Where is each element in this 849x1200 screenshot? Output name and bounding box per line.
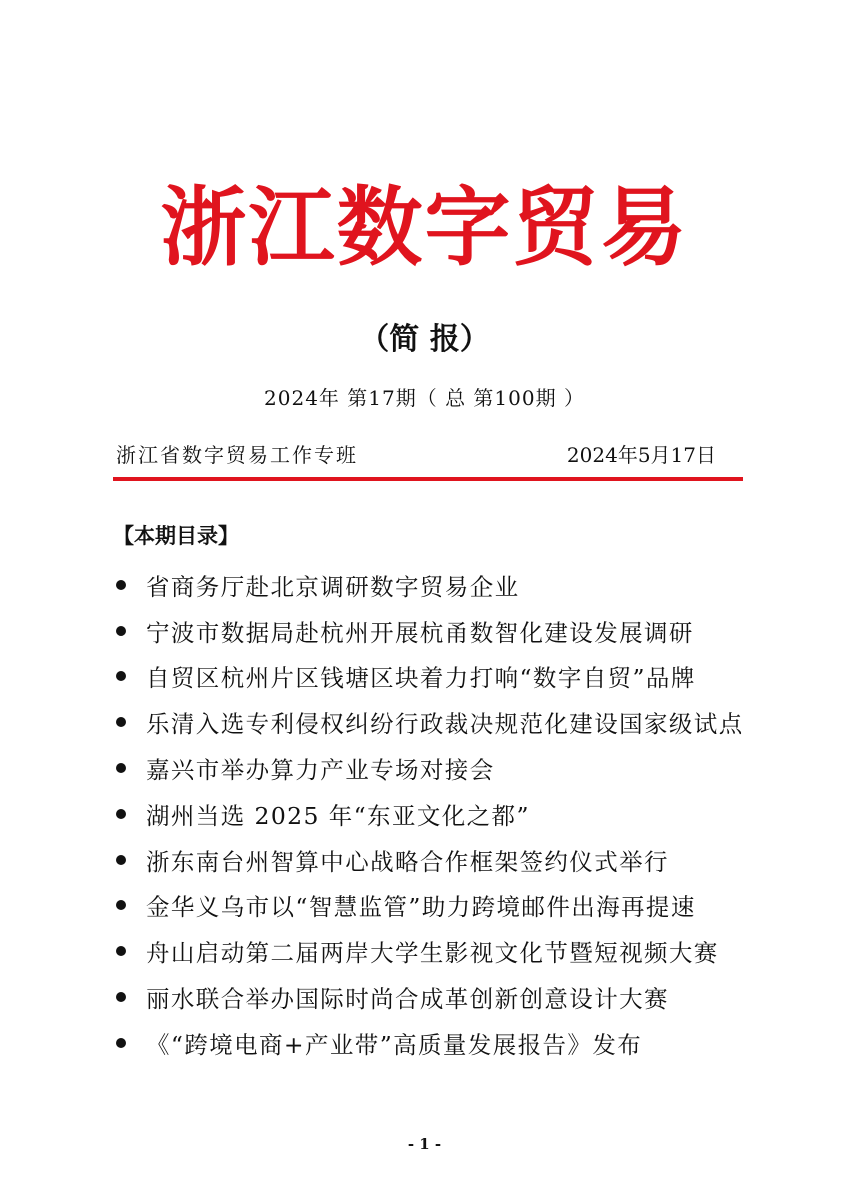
page-number: - 1 -	[407, 1135, 442, 1153]
publisher-organization: 浙江省数字贸易工作专班	[116, 443, 358, 467]
toc-item[interactable]	[113, 654, 773, 700]
toc-item-text: 嘉兴市举办算力产业专场对接会	[146, 756, 495, 785]
bullet-icon	[116, 946, 126, 956]
toc-item[interactable]	[113, 608, 773, 654]
masthead-title: 浙江数字贸易	[160, 178, 689, 278]
toc-item[interactable]	[113, 1020, 773, 1066]
toc-item[interactable]	[113, 745, 773, 791]
bullet-icon	[116, 900, 126, 910]
toc-heading: 【本期目录】	[113, 524, 239, 548]
red-divider-rule	[113, 477, 743, 481]
bullet-icon	[116, 580, 126, 590]
bullet-icon	[116, 992, 126, 1002]
toc-item-text: 乐清入选专利侵权纠纷行政裁决规范化建设国家级试点	[146, 710, 744, 739]
bullet-icon	[116, 626, 126, 636]
issue-number: 2024年 第17期（ 总 第100期 ）	[264, 386, 585, 410]
toc-item[interactable]	[113, 562, 773, 608]
toc-item-text: 丽水联合举办国际时尚合成革创新创意设计大赛	[146, 985, 669, 1014]
toc-item[interactable]	[113, 974, 773, 1020]
publish-date: 2024年5月17日	[566, 443, 716, 467]
toc-item-text: 金华义乌市以“智慧监管”助力跨境邮件出海再提速	[146, 893, 696, 922]
table-of-contents	[113, 562, 773, 1066]
toc-item-text: 《“跨境电商+产业带”高质量发展报告》发布	[146, 1030, 643, 1059]
toc-item-text: 浙东南台州智算中心战略合作框架签约仪式举行	[146, 847, 669, 876]
toc-item-text: 自贸区杭州片区钱塘区块着力打响“数字自贸”品牌	[146, 664, 696, 693]
bullet-icon	[116, 717, 126, 727]
toc-item[interactable]	[113, 837, 773, 883]
toc-item[interactable]	[113, 791, 773, 837]
toc-item[interactable]	[113, 883, 773, 929]
toc-item-text: 省商务厅赴北京调研数字贸易企业	[146, 572, 520, 601]
bullet-icon	[116, 809, 126, 819]
bullet-icon	[116, 763, 126, 773]
toc-item-text: 舟山启动第二届两岸大学生影视文化节暨短视频大赛	[146, 939, 719, 968]
bullet-icon	[116, 855, 126, 865]
toc-item[interactable]	[113, 699, 773, 745]
toc-item[interactable]	[113, 928, 773, 974]
toc-item-text: 宁波市数据局赴杭州开展杭甬数智化建设发展调研	[146, 618, 694, 647]
toc-item-text: 湖州当选 2025 年“东亚文化之都”	[146, 801, 530, 830]
bulletin-subtitle: （简 报）	[359, 322, 490, 357]
bullet-icon	[116, 671, 126, 681]
publisher-line	[116, 440, 716, 470]
bullet-icon	[116, 1038, 126, 1048]
